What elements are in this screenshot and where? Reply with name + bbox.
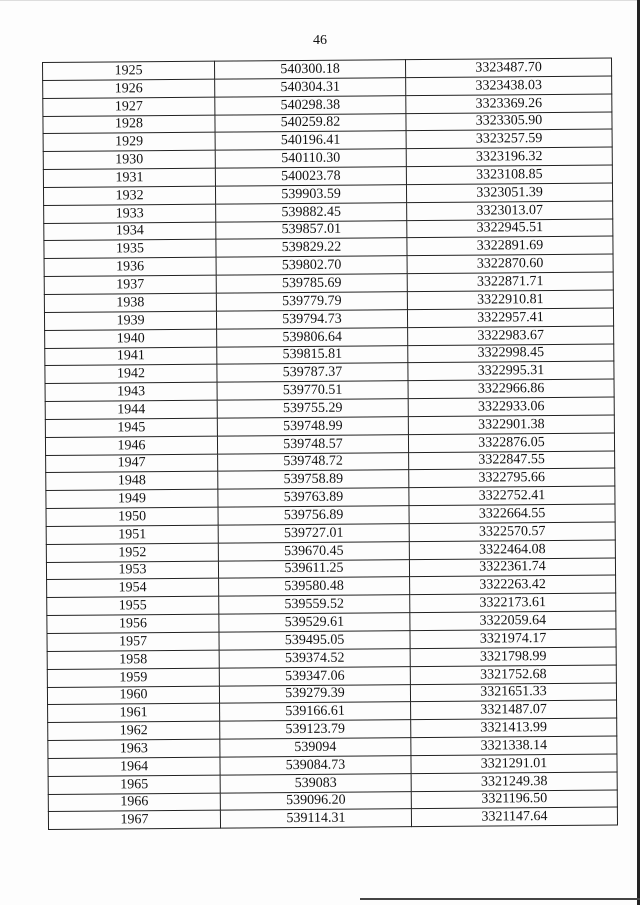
year-cell: 1934	[44, 222, 216, 241]
year-cell: 1930	[43, 150, 215, 169]
x-coordinate-cell: 539670.45	[218, 541, 409, 560]
year-cell: 1932	[43, 186, 215, 205]
y-coordinate-cell: 3322173.61	[410, 593, 616, 612]
year-cell: 1926	[43, 79, 215, 98]
x-coordinate-cell: 539802.70	[216, 256, 407, 275]
y-coordinate-cell: 3323369.26	[406, 94, 612, 113]
x-coordinate-cell: 539756.89	[218, 506, 409, 525]
y-coordinate-cell: 3323257.59	[406, 129, 612, 148]
x-coordinate-cell: 540259.82	[215, 113, 406, 132]
y-coordinate-cell: 3322263.42	[410, 575, 616, 594]
x-coordinate-cell: 539785.69	[216, 274, 407, 293]
y-coordinate-cell: 3322871.71	[407, 272, 613, 291]
x-coordinate-cell: 539779.79	[216, 292, 407, 311]
year-cell: 1933	[44, 204, 216, 223]
y-coordinate-cell: 3322957.41	[407, 308, 613, 327]
y-coordinate-cell: 3322876.05	[408, 433, 614, 452]
year-cell: 1962	[48, 721, 220, 740]
y-coordinate-cell: 3322870.60	[407, 254, 613, 273]
x-coordinate-cell: 539084.73	[220, 756, 411, 775]
x-coordinate-cell: 539347.06	[219, 666, 410, 685]
x-coordinate-cell: 539559.52	[219, 595, 410, 614]
y-coordinate-cell: 3321413.99	[411, 718, 617, 737]
y-coordinate-cell: 3323196.32	[406, 147, 612, 166]
y-coordinate-cell: 3323438.03	[406, 76, 612, 95]
x-coordinate-cell: 539374.52	[219, 648, 410, 667]
y-coordinate-cell: 3323051.39	[406, 183, 612, 202]
y-coordinate-cell: 3322933.06	[408, 397, 614, 416]
y-coordinate-cell: 3322995.31	[408, 361, 614, 380]
year-cell: 1944	[45, 400, 217, 419]
y-coordinate-cell: 3322570.57	[409, 522, 615, 541]
x-coordinate-cell: 539279.39	[219, 684, 410, 703]
year-cell: 1950	[46, 507, 218, 526]
x-coordinate-cell: 539611.25	[218, 559, 409, 578]
y-coordinate-cell: 3322847.55	[409, 451, 615, 470]
y-coordinate-cell: 3322795.66	[409, 468, 615, 487]
y-coordinate-cell: 3322664.55	[409, 504, 615, 523]
y-coordinate-cell: 3321147.64	[411, 807, 617, 826]
year-cell: 1941	[45, 347, 217, 366]
year-cell: 1956	[47, 614, 219, 633]
year-cell: 1951	[46, 525, 218, 544]
year-cell: 1948	[46, 472, 218, 491]
y-coordinate-cell: 3321338.14	[411, 736, 617, 755]
y-coordinate-cell: 3322983.67	[408, 326, 614, 345]
year-cell: 1927	[43, 97, 215, 116]
year-cell: 1964	[48, 757, 220, 776]
x-coordinate-cell: 539529.61	[219, 613, 410, 632]
year-cell: 1959	[47, 668, 219, 687]
x-coordinate-cell: 539727.01	[218, 524, 409, 543]
year-cell: 1957	[47, 632, 219, 651]
x-coordinate-cell: 539763.89	[218, 488, 409, 507]
x-coordinate-cell: 539123.79	[220, 720, 411, 739]
x-coordinate-cell: 540298.38	[215, 95, 406, 114]
year-cell: 1925	[43, 61, 215, 80]
y-coordinate-cell: 3321249.38	[411, 772, 617, 791]
year-cell: 1931	[43, 168, 215, 187]
year-cell: 1960	[47, 686, 219, 705]
year-cell: 1963	[48, 739, 220, 758]
coordinate-table	[42, 58, 618, 831]
x-coordinate-cell: 539815.81	[217, 345, 408, 364]
y-coordinate-cell: 3322464.08	[409, 540, 615, 559]
x-coordinate-cell: 539094	[220, 738, 411, 757]
year-cell: 1942	[45, 364, 217, 383]
year-cell: 1949	[46, 489, 218, 508]
x-coordinate-cell: 539794.73	[216, 309, 407, 328]
y-coordinate-cell: 3322891.69	[407, 236, 613, 255]
x-coordinate-cell: 539829.22	[216, 238, 407, 257]
y-coordinate-cell: 3322752.41	[409, 486, 615, 505]
y-coordinate-cell: 3321752.68	[410, 665, 616, 684]
year-cell: 1965	[48, 775, 220, 794]
x-coordinate-cell: 539787.37	[217, 363, 408, 382]
y-coordinate-cell: 3323305.90	[406, 112, 612, 131]
y-coordinate-cell: 3321651.33	[410, 683, 616, 702]
x-coordinate-cell: 540304.31	[215, 77, 406, 96]
year-cell: 1966	[48, 793, 220, 812]
y-coordinate-cell: 3321196.50	[411, 790, 617, 809]
x-coordinate-cell: 539882.45	[216, 202, 407, 221]
y-coordinate-cell: 3321487.07	[411, 700, 617, 719]
x-coordinate-cell: 539806.64	[217, 327, 408, 346]
page-number: 46	[313, 33, 327, 48]
year-cell: 1940	[45, 329, 217, 348]
year-cell: 1952	[46, 543, 218, 562]
year-cell: 1967	[48, 811, 220, 830]
year-cell: 1958	[47, 650, 219, 669]
x-coordinate-cell: 539096.20	[220, 791, 411, 810]
year-cell: 1945	[45, 418, 217, 437]
coordinate-table-wrapper	[42, 58, 618, 831]
y-coordinate-cell: 3322998.45	[408, 344, 614, 363]
y-coordinate-cell: 3321291.01	[411, 754, 617, 773]
y-coordinate-cell: 3321974.17	[410, 629, 616, 648]
x-coordinate-cell: 539166.61	[220, 702, 411, 721]
page-top-edge	[0, 0, 640, 1]
x-coordinate-cell: 539495.05	[219, 631, 410, 650]
y-coordinate-cell: 3322945.51	[407, 219, 613, 238]
x-coordinate-cell: 540196.41	[215, 131, 406, 150]
y-coordinate-cell: 3321798.99	[410, 647, 616, 666]
year-cell: 1935	[44, 240, 216, 259]
y-coordinate-cell: 3323013.07	[407, 201, 613, 220]
year-cell: 1937	[44, 275, 216, 294]
year-cell: 1936	[44, 257, 216, 276]
year-cell: 1947	[46, 454, 218, 473]
x-coordinate-cell: 540110.30	[215, 149, 406, 168]
year-cell: 1953	[46, 561, 218, 580]
x-coordinate-cell: 539083	[220, 773, 411, 792]
year-cell: 1943	[45, 382, 217, 401]
x-coordinate-cell: 539580.48	[219, 577, 410, 596]
x-coordinate-cell: 539758.89	[218, 470, 409, 489]
x-coordinate-cell: 539748.99	[217, 417, 408, 436]
x-coordinate-cell: 539755.29	[217, 399, 408, 418]
year-cell: 1946	[45, 436, 217, 455]
year-cell: 1939	[44, 311, 216, 330]
y-coordinate-cell: 3322910.81	[407, 290, 613, 309]
x-coordinate-cell: 539748.72	[218, 452, 409, 471]
x-coordinate-cell: 539857.01	[216, 220, 407, 239]
year-cell: 1928	[43, 115, 215, 134]
year-cell: 1955	[47, 596, 219, 615]
table-body	[43, 58, 618, 830]
year-cell: 1929	[43, 133, 215, 152]
x-coordinate-cell: 539903.59	[215, 185, 406, 204]
x-coordinate-cell: 540023.78	[215, 167, 406, 186]
year-cell: 1954	[47, 579, 219, 598]
y-coordinate-cell: 3322361.74	[409, 558, 615, 577]
y-coordinate-cell: 3322966.86	[408, 379, 614, 398]
y-coordinate-cell: 3322901.38	[408, 415, 614, 434]
bottom-rule	[360, 898, 640, 900]
year-cell: 1961	[48, 704, 220, 723]
x-coordinate-cell: 539770.51	[217, 381, 408, 400]
x-coordinate-cell: 540300.18	[214, 60, 405, 79]
x-coordinate-cell: 539748.57	[217, 434, 408, 453]
y-coordinate-cell: 3323108.85	[406, 165, 612, 184]
table-row	[48, 807, 617, 829]
year-cell: 1938	[44, 293, 216, 312]
x-coordinate-cell: 539114.31	[220, 809, 411, 828]
y-coordinate-cell: 3323487.70	[405, 58, 611, 77]
y-coordinate-cell: 3322059.64	[410, 611, 616, 630]
